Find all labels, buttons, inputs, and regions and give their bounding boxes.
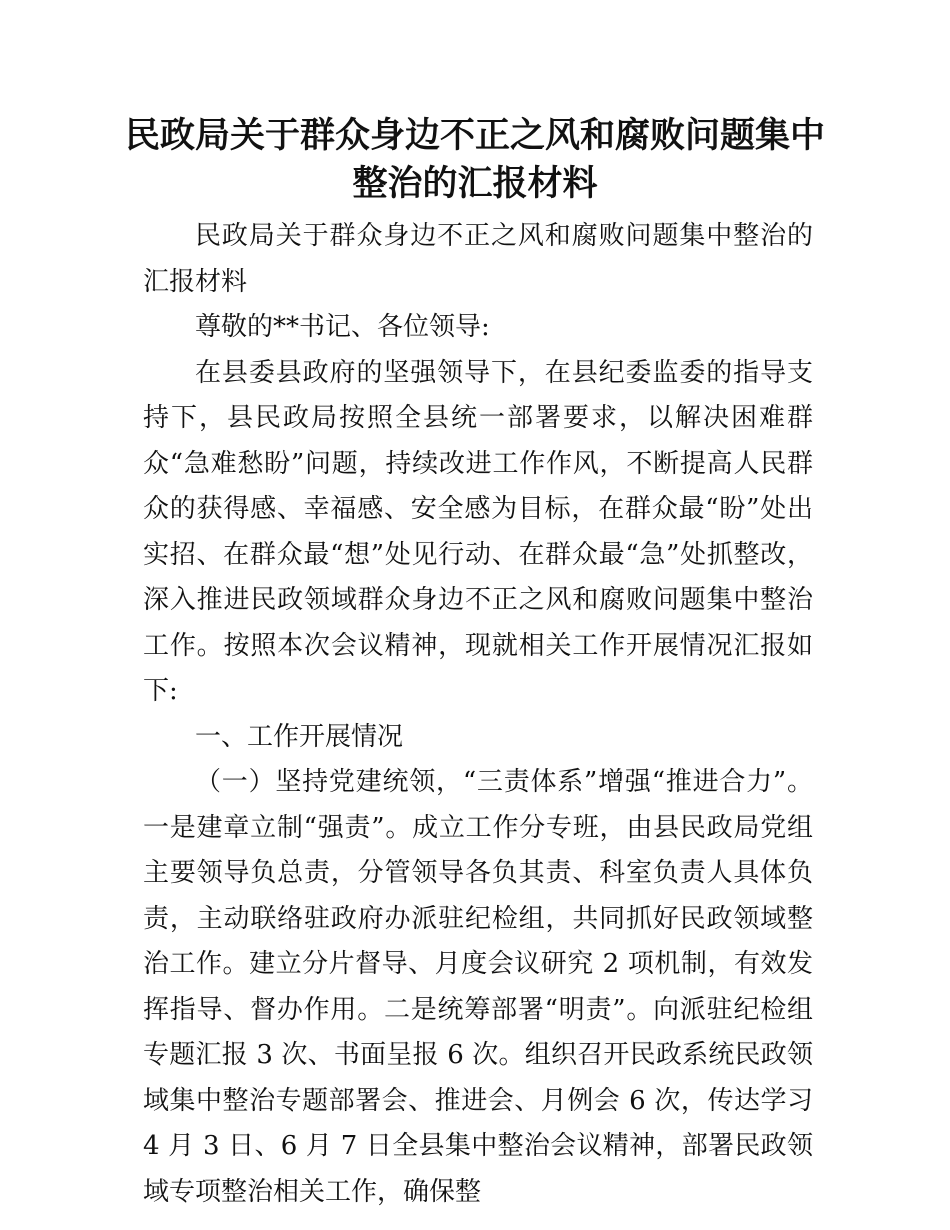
title-line-1: 民政局关于群众身边不正之风和腐败问题集中 (124, 116, 825, 156)
document-title (110, 112, 840, 208)
paragraph-subtitle: 民政局关于群众身边不正之风和腐败问题集中整治的汇报材料 (143, 221, 813, 297)
paragraph-intro: 在县委县政府的坚强领导下，在县纪委监委的指导支持下，县民政局按照全县统一部署要求，以解决困难群众“急难愁盼”问题，持续改进工作作风，不断提高人民群众的获得感、幸福感、安全感为目标，在群众最“盼”处出实招、在群众最“想”处见行动、在群众最“急”处抓整改，深入推进民政领域群众身边不正之风和腐败问题集中整治工作。按照本次会议精神，现就相关工作开展情况汇报如下: (143, 357, 813, 706)
document-body (143, 214, 813, 1215)
paragraph-salutation: 尊敬的**书记、各位领导: (195, 312, 490, 342)
paragraph-section-1-1: （一）坚持党建统领，“三责体系”增强“推进合力”。一是建章立制“强责”。成立工作分专班，由县民政局党组主要领导负总责，分管领导各负其责、科室负责人具体负责，主动联络驻政府办派驻纪检组，共同抓好民政领域整治工作。建立分片督导、月度会议研究 2 项机制，有效发挥指导、督办作用。二是统筹部署“明责”。向派驻纪检组专题汇报 3 次、书面呈报 6 次。组织召开民政系统民政领域集中整治专题部署会、推进会、月例会 6 次，传达学习 4 月 3 日、6 月 7 日全县集中整治会议精神，部署民政领域专项整治相关工作，确保整 (143, 767, 813, 1207)
section-heading-1: 一、工作开展情况 (195, 721, 404, 752)
title-line-2: 整治的汇报材料 (352, 164, 598, 204)
